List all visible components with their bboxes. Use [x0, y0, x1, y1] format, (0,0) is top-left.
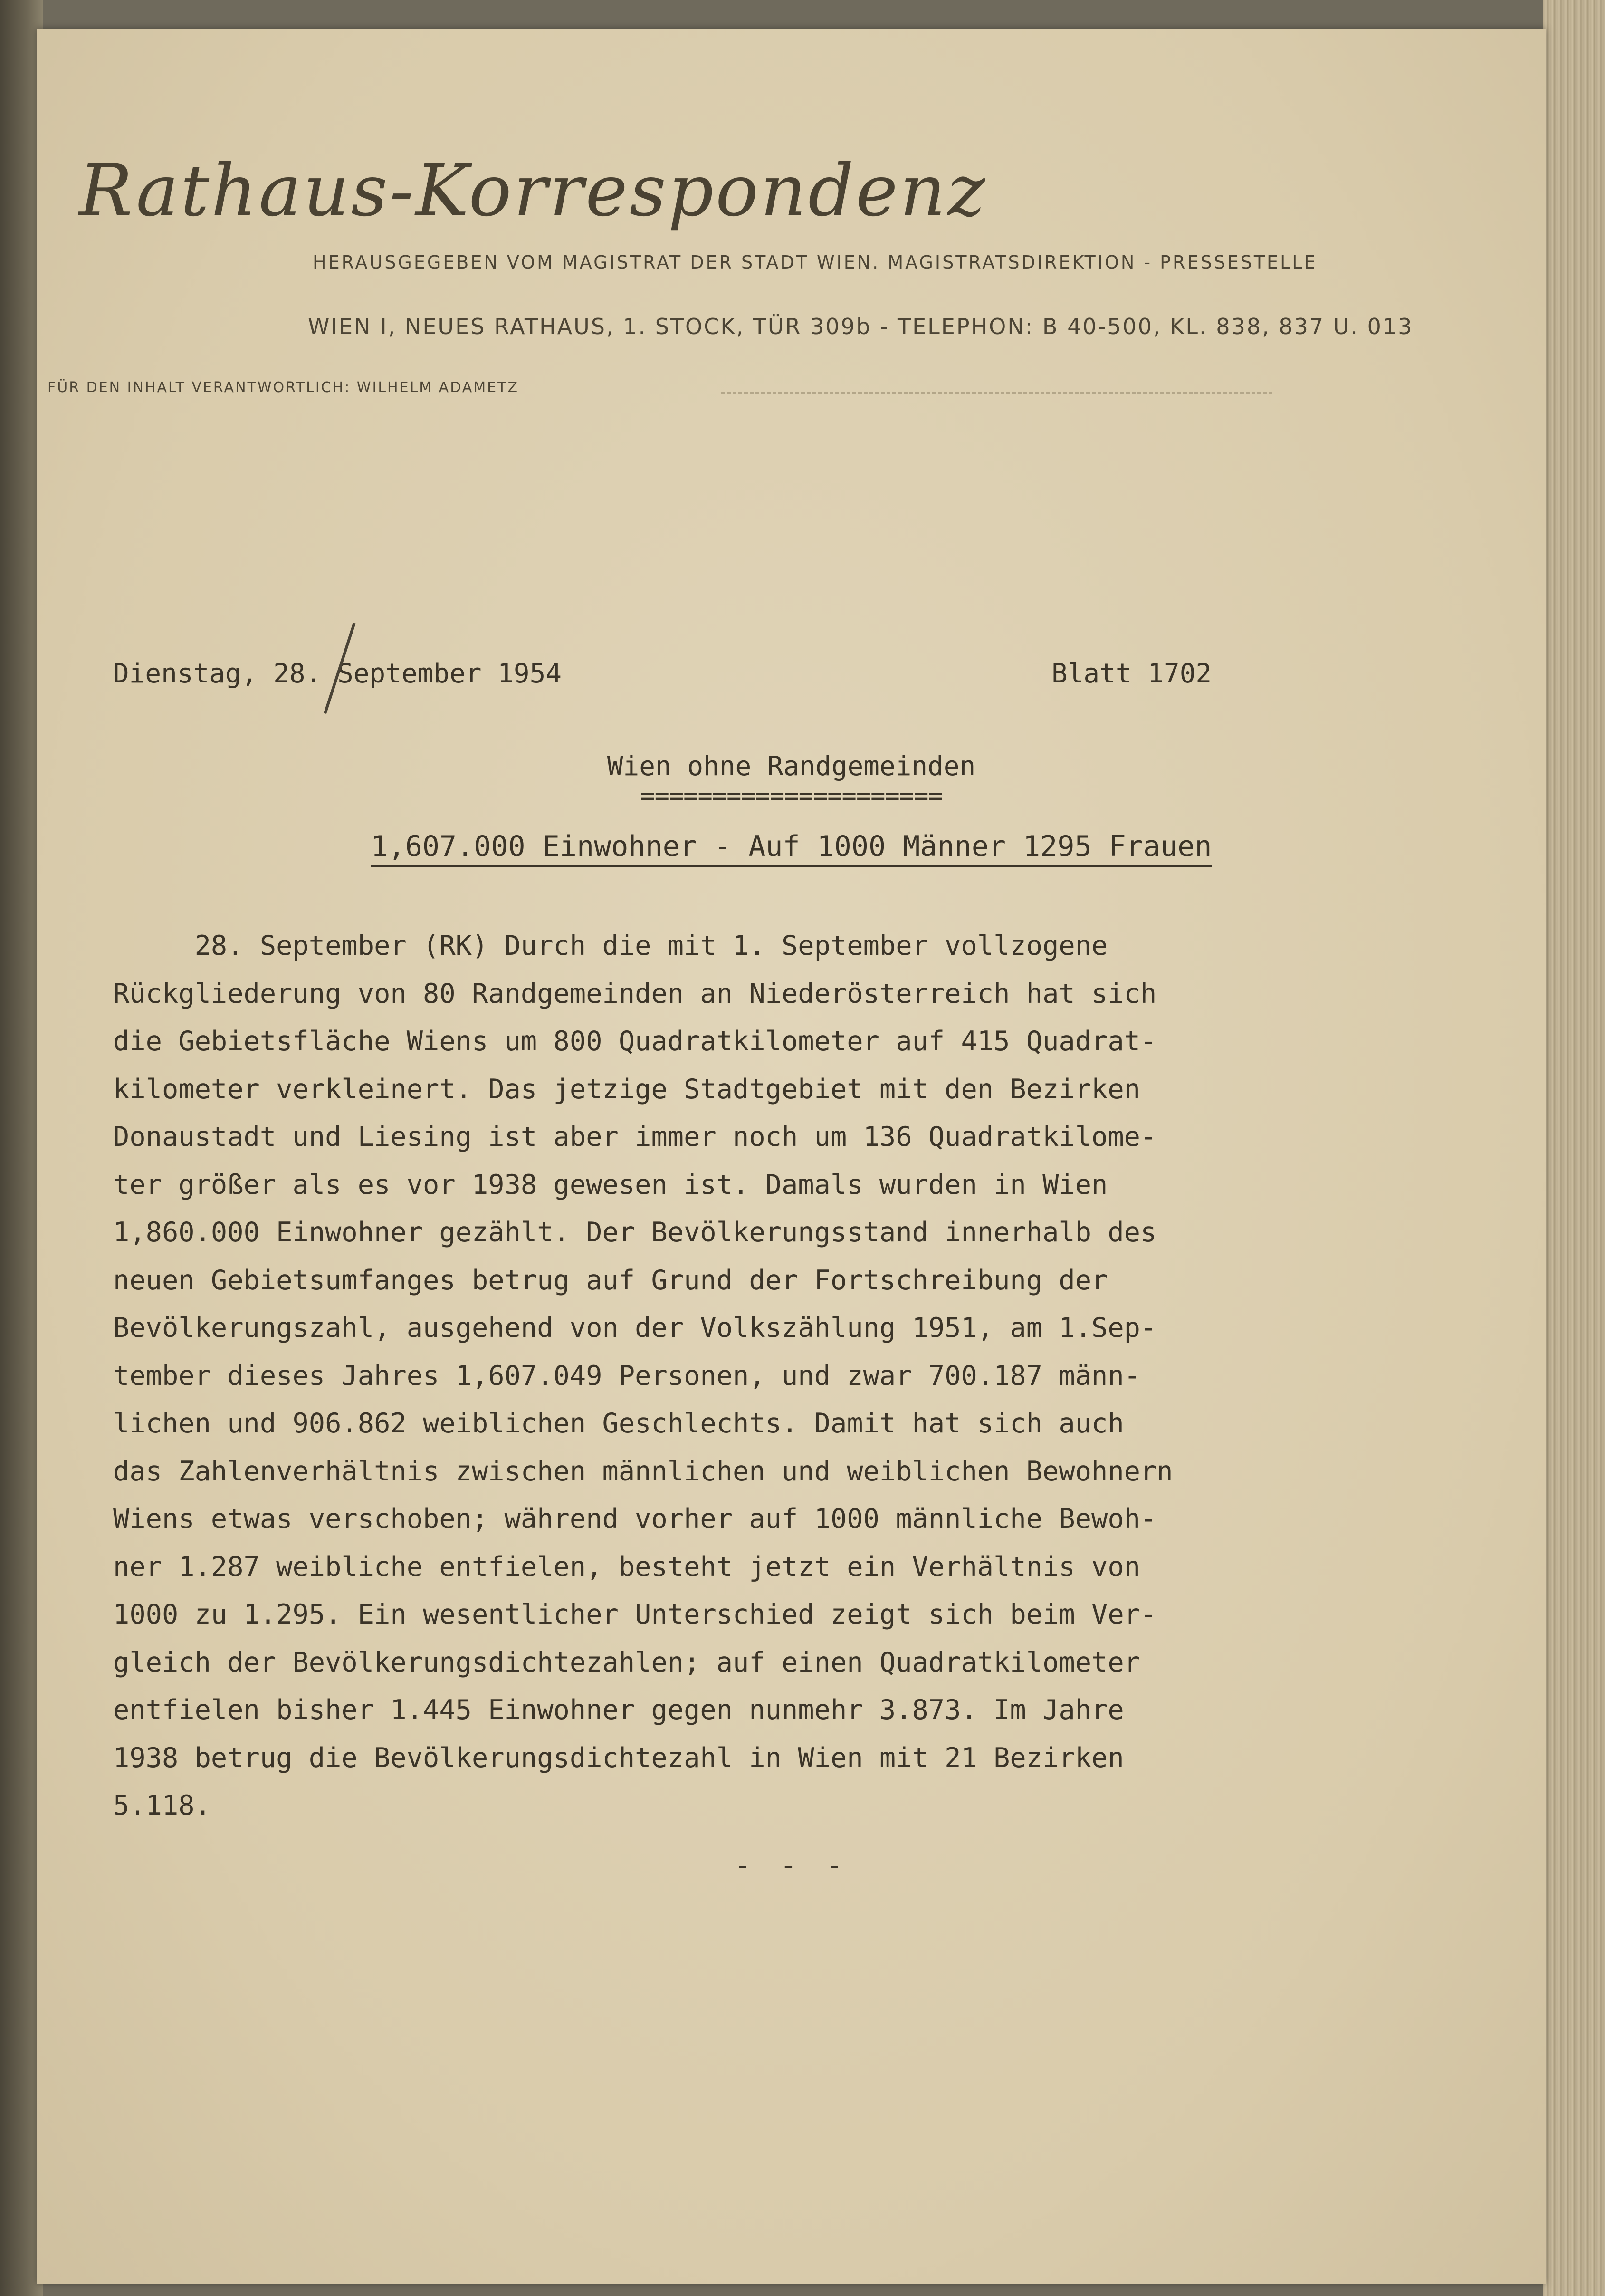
- address-line: WIEN I, NEUES RATHAUS, 1. STOCK, TÜR 309b - TELEPHON: B 40-500, KL. 838, 837 U. 013: [308, 314, 1414, 339]
- masthead-title: Rathaus-Korrespondenz: [79, 150, 987, 232]
- body-line: 5.118.: [113, 1790, 211, 1821]
- body-line: gleich der Bevölkerungsdichtezahlen; auf einen Quadratkilometer: [113, 1646, 1140, 1678]
- body-line: Bevölkerungszahl, ausgehend von der Volkszählung 1951, am 1.Sep-: [113, 1312, 1157, 1344]
- header-rule: [721, 392, 1272, 394]
- title-double-underline: =====================: [640, 782, 943, 810]
- book-binding-edge: [0, 0, 43, 2296]
- body-line: ter größer als es vor 1938 gewesen ist. Damals wurden in Wien: [113, 1169, 1108, 1201]
- body-line: lichen und 906.862 weiblichen Geschlechts. Damit hat sich auch: [113, 1408, 1124, 1439]
- body-line: ner 1.287 weibliche entfielen, besteht jetzt ein Verhältnis von: [113, 1551, 1140, 1583]
- body-line: 1000 zu 1.295. Ein wesentlicher Unterschied zeigt sich beim Ver-: [113, 1599, 1157, 1630]
- body-line: die Gebietsfläche Wiens um 800 Quadratkilometer auf 415 Quadrat-: [113, 1026, 1157, 1057]
- date-line: Dienstag, 28. September 1954: [113, 658, 562, 689]
- article-subtitle-text: 1,607.000 Einwohner - Auf 1000 Männer 1295 Frauen: [371, 830, 1212, 867]
- sheet-number: Blatt 1702: [1051, 658, 1212, 689]
- article-subtitle: [37, 830, 1546, 863]
- body-line: neuen Gebietsumfanges betrug auf Grund der Fortschreibung der: [113, 1264, 1108, 1296]
- document-page: [37, 29, 1546, 2284]
- body-line: 1938 betrug die Bevölkerungsdichtezahl in Wien mit 21 Bezirken: [113, 1742, 1124, 1774]
- body-line: Donaustadt und Liesing ist aber immer noch um 136 Quadratkilome-: [113, 1121, 1157, 1153]
- article-title: Wien ohne Randgemeinden: [607, 751, 976, 782]
- body-line: kilometer verkleinert. Das jetzige Stadtgebiet mit den Bezirken: [113, 1073, 1140, 1105]
- page-stack-edge: [1543, 0, 1605, 2296]
- body-line: das Zahlenverhältnis zwischen männlichen und weiblichen Bewohnern: [113, 1455, 1173, 1487]
- responsible-editor-line: FÜR DEN INHALT VERANTWORTLICH: WILHELM ADAMETZ: [48, 379, 519, 396]
- body-line: Wiens etwas verschoben; während vorher auf 1000 männliche Bewoh-: [113, 1503, 1157, 1535]
- closing-dashes: - - -: [734, 1849, 849, 1882]
- publisher-line: HERAUSGEGEBEN VOM MAGISTRAT DER STADT WIEN. MAGISTRATSDIREKTION - PRESSESTELLE: [313, 252, 1318, 273]
- article-body: [113, 922, 1443, 1830]
- body-line: tember dieses Jahres 1,607.049 Personen, und zwar 700.187 männ-: [113, 1360, 1140, 1392]
- body-line: 28. September (RK) Durch die mit 1. September vollzogene: [113, 930, 1108, 961]
- body-line: Rückgliederung von 80 Randgemeinden an Niederösterreich hat sich: [113, 978, 1157, 1009]
- body-line: entfielen bisher 1.445 Einwohner gegen nunmehr 3.873. Im Jahre: [113, 1694, 1124, 1726]
- body-line: 1,860.000 Einwohner gezählt. Der Bevölkerungsstand innerhalb des: [113, 1217, 1157, 1248]
